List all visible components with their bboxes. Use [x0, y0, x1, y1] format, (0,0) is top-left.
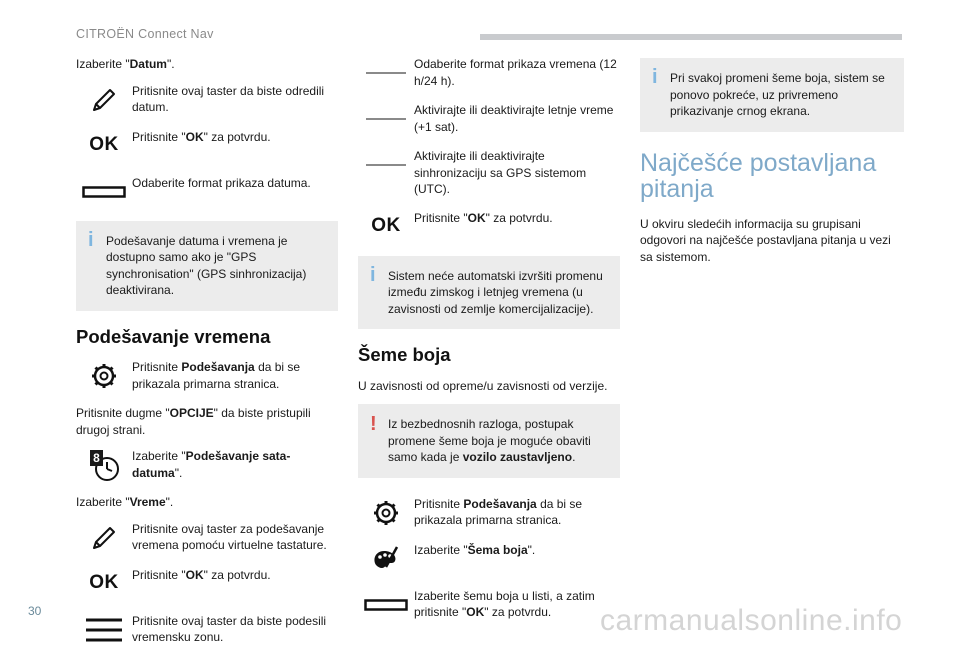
step-settings	[76, 359, 338, 393]
info-icon: i	[652, 66, 658, 88]
step-ok	[76, 567, 338, 601]
step-text: Aktivirajte ili deaktivirajte sinhronizaciju sa GPS sistemom (UTC).	[414, 149, 587, 196]
step-text: Aktivirajte ili deaktivirajte letnje vreme (+1 sat).	[414, 103, 614, 134]
step-dst	[358, 102, 620, 136]
step-time-format	[358, 56, 620, 90]
info-icon: i	[370, 263, 376, 286]
step-text: Pritisnite ovaj taster da biste odredili datum.	[132, 83, 325, 114]
step-text: Pritisnite Podešavanja da bi se prikazala primarna stranica.	[414, 496, 583, 527]
paragraph: U okviru sledećih informacija su grupisani odgovori na najčešće postavljana pitanja u vezi sa sistemom.	[640, 216, 891, 264]
step-settings	[358, 496, 620, 530]
step-ok	[358, 210, 620, 244]
step-palette	[358, 542, 620, 576]
step-date-pencil	[76, 83, 338, 117]
pencil-icon[interactable]	[76, 83, 132, 117]
info-note: i Podešavanje datuma i vremena je dostupno samo ako je "GPS synchronisation" (GPS sinhronizacija) deaktivirana.	[76, 221, 338, 311]
warning-note: ! Iz bezbednosnih razloga, postupak promene šeme boja je moguće obaviti samo kada je vozilo zaustavljeno.	[358, 404, 620, 478]
step-text: Pritisnite Podešavanja da bi se prikazala primarna stranica.	[132, 360, 301, 391]
header-title: CITROËN Connect Nav	[76, 27, 214, 41]
step-select-scheme	[358, 588, 620, 622]
watermark: carmanualsonline.info	[600, 604, 903, 637]
section-heading: Podešavanje vremena	[76, 325, 271, 347]
badge-number: 8	[93, 451, 100, 465]
step-clock	[76, 448, 338, 482]
selector-bar-icon[interactable]	[358, 588, 414, 622]
header-bar	[480, 34, 902, 40]
step-ok	[76, 129, 338, 163]
step-text: Izaberite šemu boja u listi, a zatim pritisnite "OK" za potvrdu.	[414, 588, 595, 619]
step-text: Pritisnite "OK" za potvrdu.	[132, 129, 271, 144]
pencil-icon[interactable]	[76, 521, 132, 555]
palette-icon[interactable]	[358, 542, 414, 576]
step-text: Odaberite format prikaza datuma.	[132, 175, 311, 190]
step-timezone	[76, 613, 338, 647]
paragraph: Pritisnite dugme "OPCIJE" da biste pristupili drugoj strani.	[76, 406, 311, 437]
intro-text: Izaberite "Datum".	[76, 57, 175, 71]
info-note: i Sistem neće automatski izvršiti promenu između zimskog i letnjeg vremena (u zavisnosti od zemlje komercijalizacije).	[358, 256, 620, 330]
step-text: Izaberite "Podešavanje sata-datuma".	[132, 449, 291, 480]
menu-lines-icon[interactable]	[76, 613, 132, 647]
settings-gear-icon[interactable]	[76, 359, 132, 393]
step-gps	[358, 148, 620, 198]
slider-line-icon[interactable]	[358, 102, 414, 136]
column-3	[640, 56, 904, 275]
ok-icon[interactable]: OK	[89, 572, 119, 594]
warning-icon: !	[370, 413, 377, 435]
info-icon: i	[88, 228, 94, 251]
column-1	[76, 56, 338, 659]
paragraph: U zavisnosti od opreme/u zavisnosti od verzije.	[358, 378, 608, 393]
step-text: Pritisnite "OK" za potvrdu.	[132, 567, 271, 582]
step-text: Izaberite "Šema boja".	[414, 542, 536, 557]
column-2	[358, 56, 620, 634]
step-date-format	[76, 175, 338, 209]
selector-bar-icon[interactable]	[76, 175, 132, 209]
settings-gear-icon[interactable]	[358, 496, 414, 530]
paragraph: Izaberite "Vreme".	[76, 495, 174, 509]
step-text: Odaberite format prikaza vremena (12 h/24 h).	[414, 57, 617, 88]
clock-icon[interactable]	[76, 448, 132, 482]
ok-icon[interactable]: OK	[89, 134, 119, 156]
step-text: Pritisnite ovaj taster za podešavanje vremena pomoću virtuelne tastature.	[132, 521, 327, 552]
faq-heading: Najčešće postavljana pitanja	[640, 148, 877, 203]
page-number: 30	[28, 604, 42, 618]
ok-icon[interactable]: OK	[371, 215, 401, 237]
slider-line-icon[interactable]	[358, 56, 414, 90]
step-time-pencil	[76, 521, 338, 555]
slider-line-icon[interactable]	[358, 148, 414, 182]
section-heading: Šeme boja	[358, 344, 451, 365]
step-text: Pritisnite "OK" za potvrdu.	[414, 210, 553, 225]
step-text: Pritisnite ovaj taster da biste podesili vremensku zonu.	[132, 613, 327, 644]
info-note: i Pri svakoj promeni šeme boja, sistem se ponovo pokreće, uz privremeno prikazivanje crnog ekrana.	[640, 58, 904, 132]
